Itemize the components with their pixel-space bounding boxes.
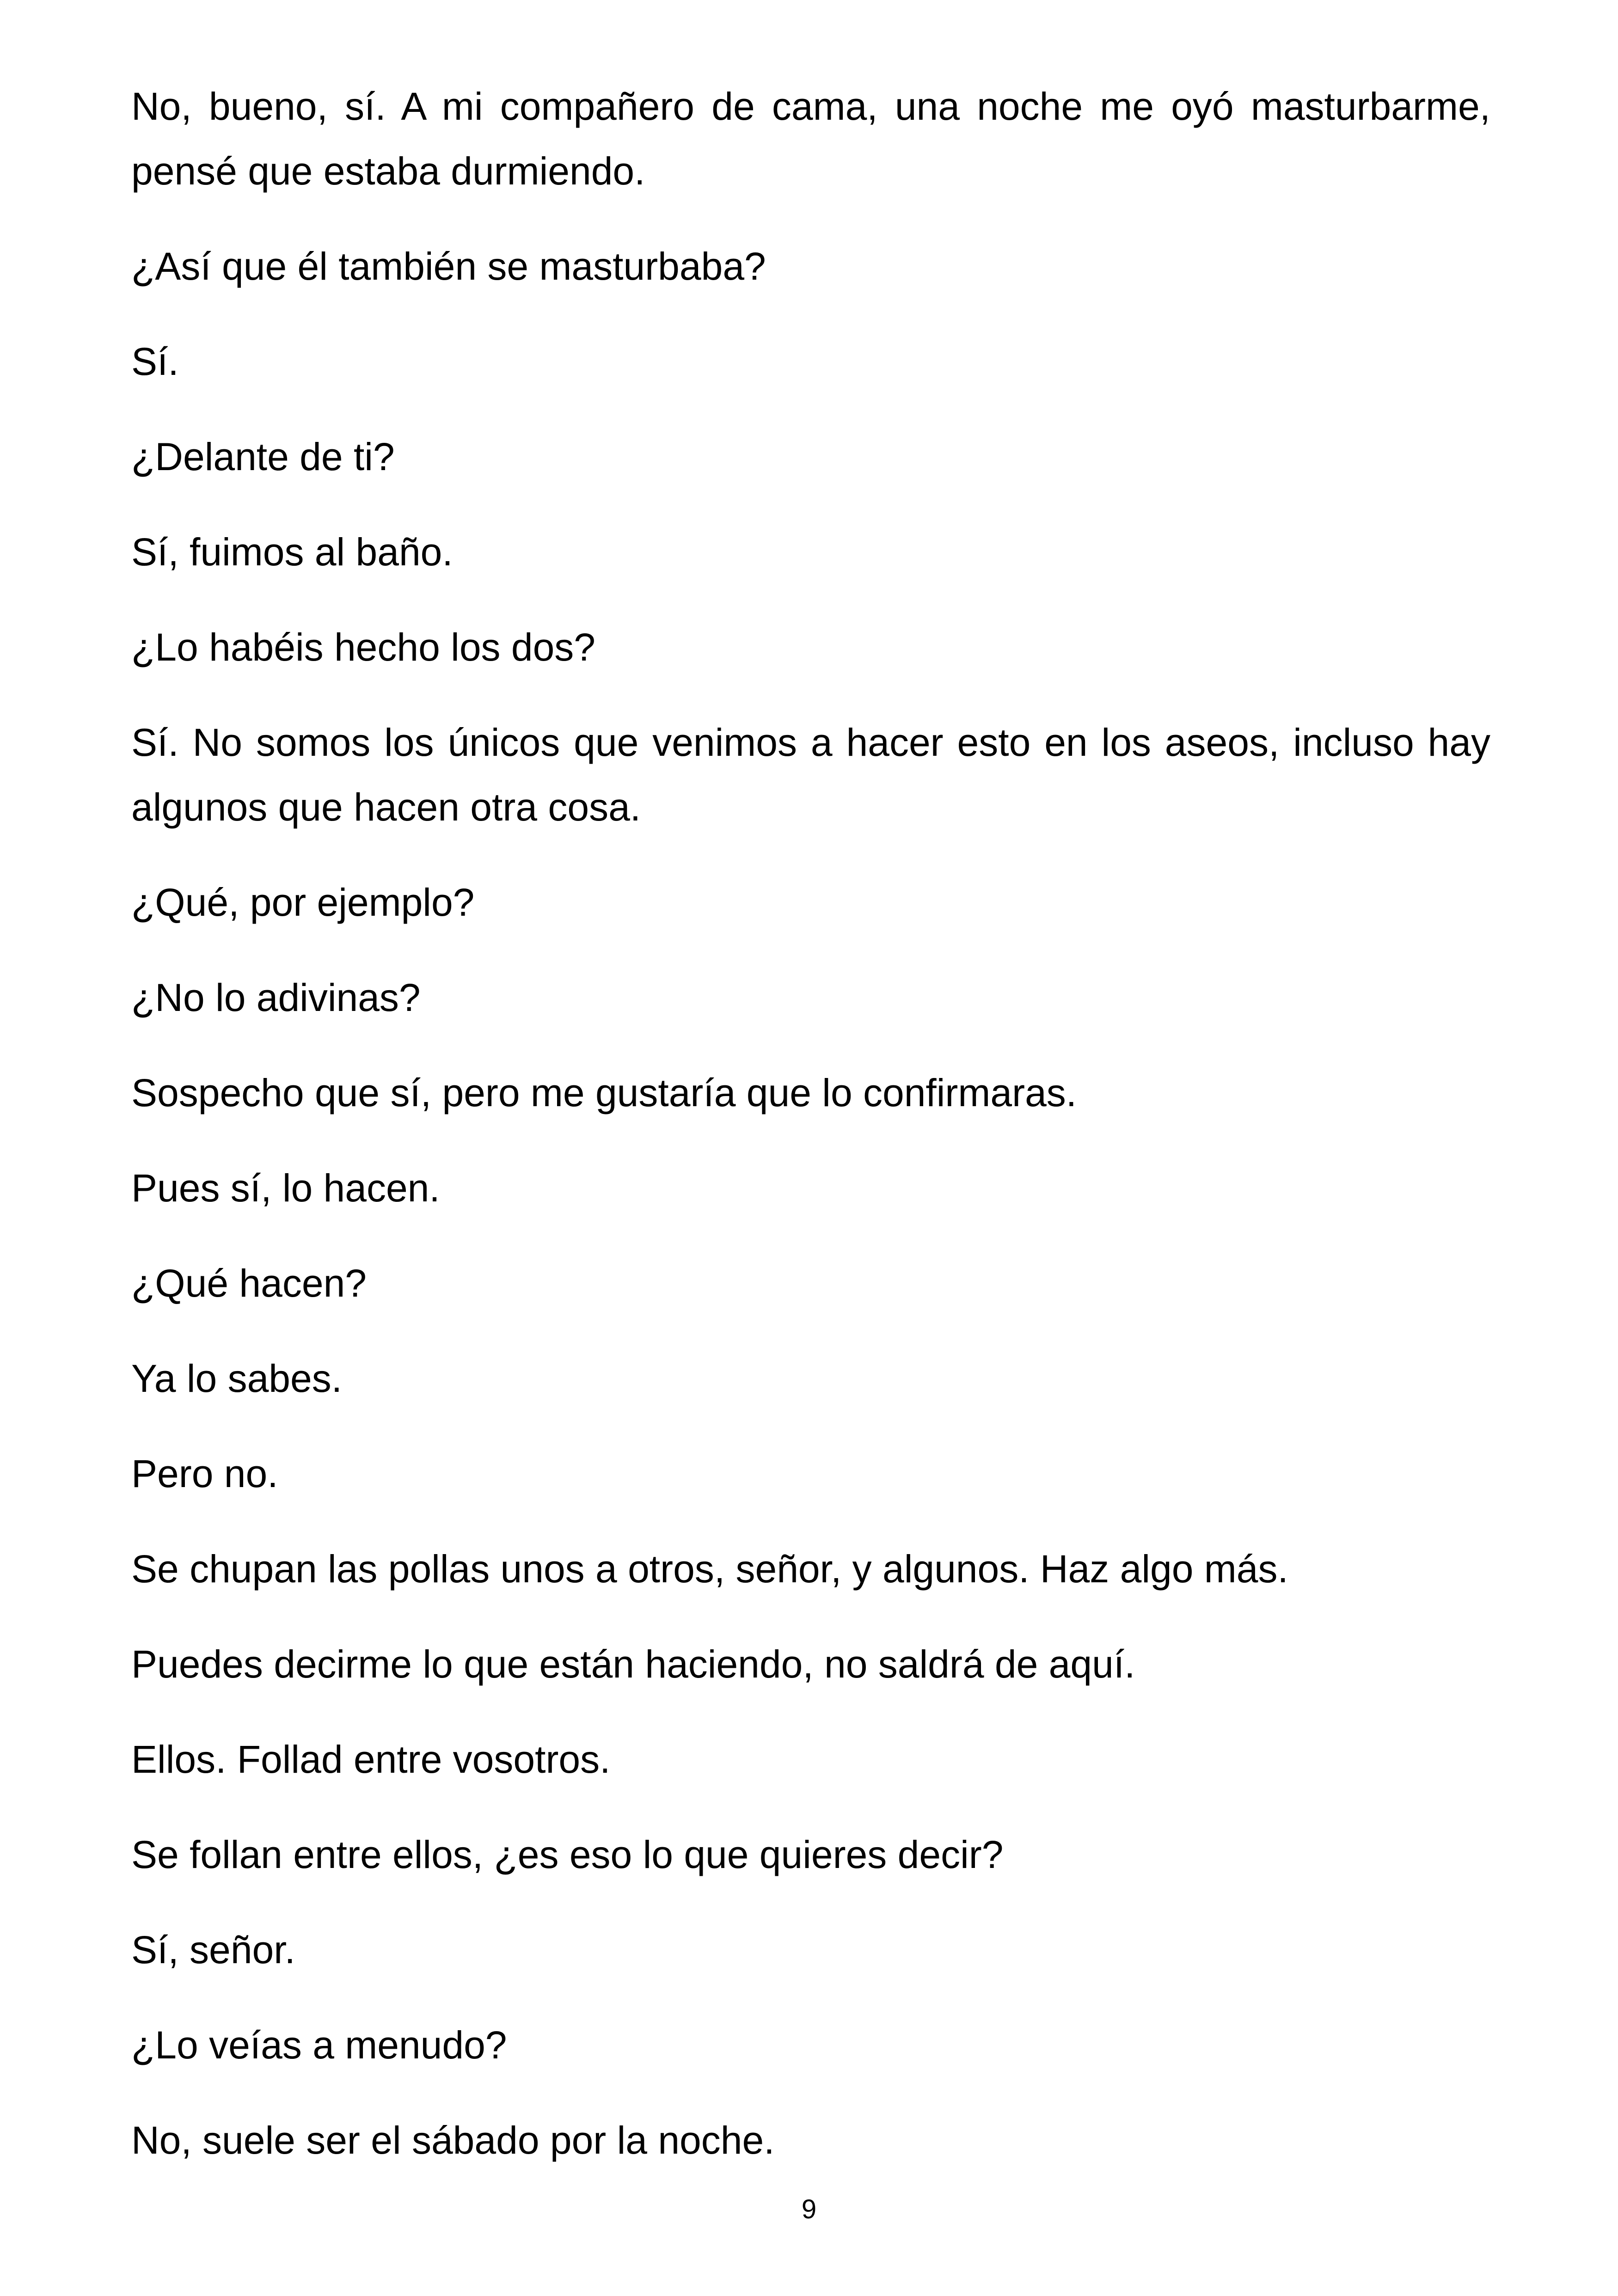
paragraph: Sí, fuimos al baño.	[131, 530, 453, 574]
paragraph: No, suele ser el sábado por la noche.	[131, 2118, 775, 2162]
paragraph: Ellos. Follad entre vosotros.	[131, 1738, 611, 1781]
paragraph: ¿Qué, por ejemplo?	[131, 881, 475, 924]
paragraph: Pero no.	[131, 1452, 278, 1495]
paragraph: Puedes decirme lo que están haciendo, no saldrá de aquí.	[131, 1642, 1135, 1686]
page-number: 9	[801, 2194, 817, 2224]
paragraph: Sí.	[131, 340, 179, 383]
paragraph: Sí, señor.	[131, 1928, 295, 1971]
paragraph: Se follan entre ellos, ¿es eso lo que quieres decir?	[131, 1833, 1004, 1876]
page-body	[131, 74, 1490, 2203]
paragraph: ¿Delante de ti?	[131, 435, 395, 478]
paragraph: ¿No lo adivinas?	[131, 976, 421, 1019]
paragraph: Sospecho que sí, pero me gustaría que lo confirmaras.	[131, 1071, 1077, 1114]
paragraph: ¿Así que él también se masturbaba?	[131, 245, 766, 288]
paragraph: ¿Qué hacen?	[131, 1261, 367, 1305]
paragraph: No, bueno, sí. A mi compañero de cama, una noche me oyó masturbarme, pensé que estaba durmiendo.	[131, 85, 1490, 193]
paragraph: ¿Lo habéis hecho los dos?	[131, 625, 596, 669]
paragraph: ¿Lo veías a menudo?	[131, 2023, 507, 2067]
paragraph: Sí. No somos los únicos que venimos a hacer esto en los aseos, incluso hay algunos que hacen otra cosa.	[131, 721, 1490, 829]
paragraph: Pues sí, lo hacen.	[131, 1166, 440, 1210]
paragraph: Ya lo sabes.	[131, 1357, 343, 1400]
paragraph: Se chupan las pollas unos a otros, señor, y algunos. Haz algo más.	[131, 1547, 1288, 1591]
